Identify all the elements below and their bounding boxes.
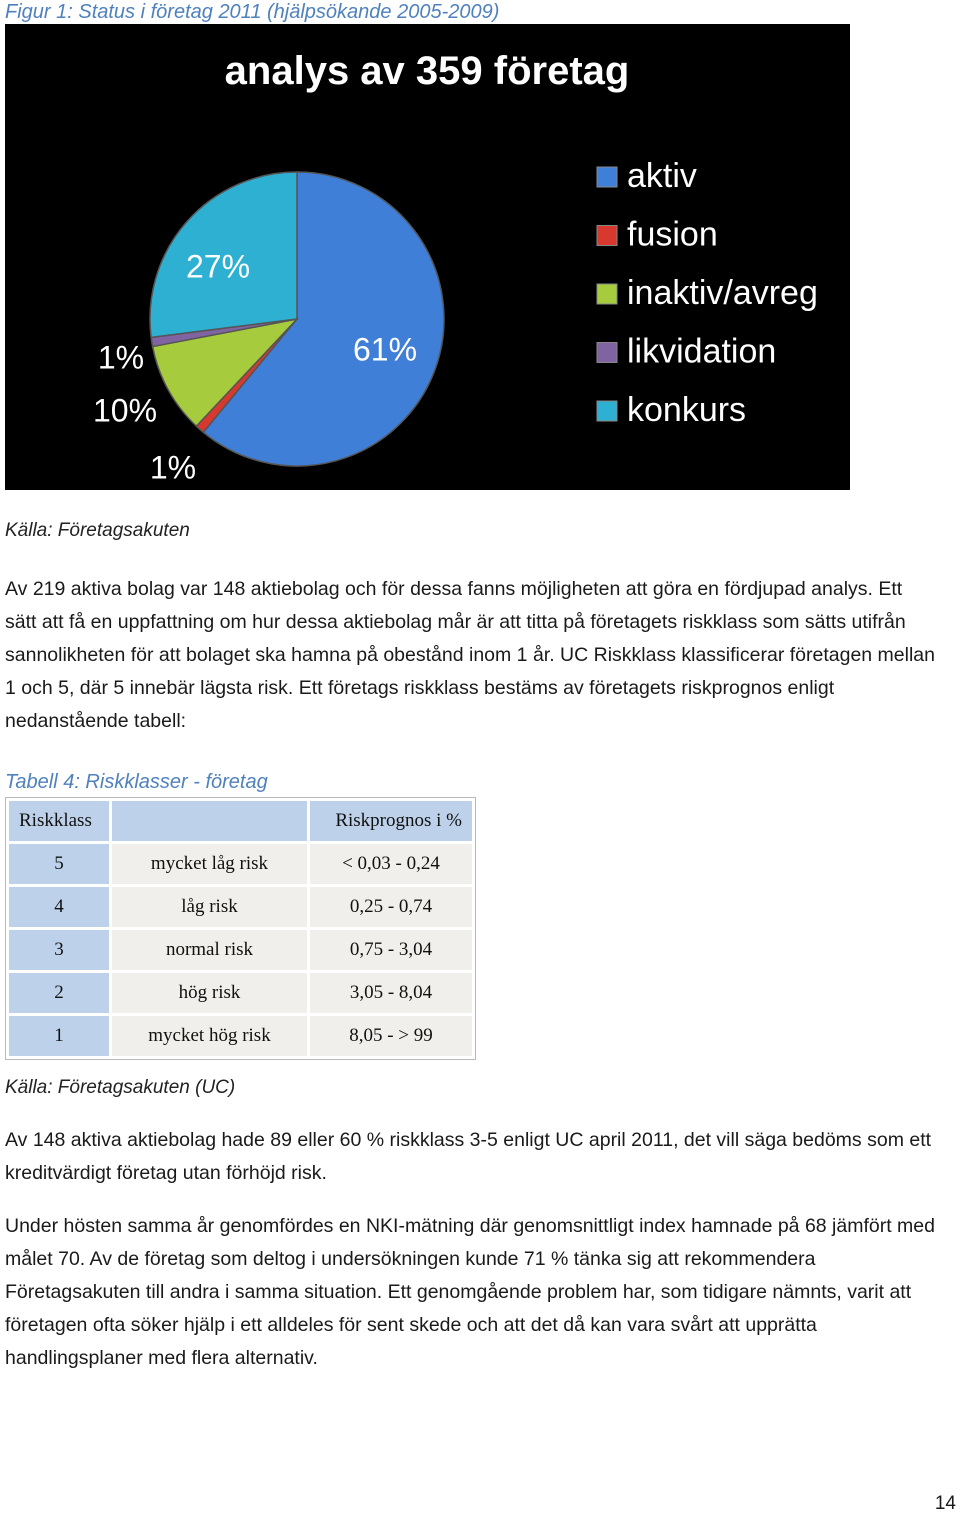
legend-label-konkurs: konkurs (627, 390, 747, 429)
figure-caption: Figur 1: Status i företag 2011 (hjälpsökande 2005-2009) (5, 1, 500, 23)
risk-description-cell: normal risk (112, 930, 307, 970)
data-label-inaktiv-avreg: 10% (92, 392, 158, 429)
legend-label-likvidation: likvidation (627, 332, 777, 371)
data-label-konkurs: 27% (185, 248, 251, 285)
risk-class-table (5, 797, 476, 1060)
page-number: 14 (934, 1493, 956, 1514)
risk-description-cell: hög risk (112, 973, 307, 1013)
paragraph-1: Av 219 aktiva bolag var 148 aktiebolag och för dessa fanns möjligheten att göra en fördjupad analys. Ett sätt att få en uppfattning om hur dessa aktiebolag mår är att titta på företagets riskklass som sätts utifrån sannolikheten för att bolaget ska hamna på obestånd inom 1 år. UC Riskklass klassificerar företagen mellan 1 och 5, där 5 innebär lägsta risk. Ett företags riskklass bestäms av företagets riskprognos enligt nedanstående tabell: (5, 578, 935, 732)
risk-description-cell: låg risk (112, 887, 307, 927)
legend-label-fusion: fusion (627, 215, 718, 254)
legend-label-inaktiv-avreg: inaktiv/avreg (627, 273, 818, 312)
table-source: Källa: Företagsakuten (UC) (5, 1077, 236, 1098)
legend-swatch-konkurs (597, 401, 617, 421)
chart-title: analys av 359 företag (224, 49, 630, 93)
data-label-aktiv: 61% (352, 331, 418, 368)
pie-chart (5, 24, 850, 490)
legend-swatch-aktiv (597, 167, 617, 187)
table-caption: Tabell 4: Riskklasser - företag (5, 771, 268, 793)
risk-prognosis-cell: 8,05 - > 99 (310, 1016, 472, 1056)
table-header-row (9, 801, 472, 841)
risk-prognosis-cell: < 0,03 - 0,24 (310, 844, 472, 884)
data-label-fusion: 1% (149, 449, 197, 486)
header-riskprognos: Riskprognos i % (310, 801, 472, 841)
legend-swatch-likvidation (597, 343, 617, 363)
table-row (9, 1016, 472, 1056)
risk-class-cell: 3 (9, 930, 109, 970)
figure-source: Källa: Företagsakuten (5, 520, 190, 541)
risk-prognosis-cell: 0,75 - 3,04 (310, 930, 472, 970)
risk-description-cell: mycket hög risk (112, 1016, 307, 1056)
pie-slices (150, 172, 444, 466)
legend-swatch-inaktiv-avreg (597, 284, 617, 304)
risk-prognosis-cell: 3,05 - 8,04 (310, 973, 472, 1013)
risk-description-cell: mycket låg risk (112, 844, 307, 884)
paragraph-3: Under hösten samma år genomfördes en NKI-mätning där genomsnittligt index hamnade på 68 jämfört med målet 70. Av de företag som deltog i undersökningen kunde 71 % tänka sig att rekommendera Företagsakuten till andra i samma situation. Ett genomgående problem har, som tidigare nämnts, varit att företagen ofta söker hjälp i ett alldeles för sent skede och att det då kan vara svårt att upprätta handlingsplaner med flera alternativ. (5, 1215, 935, 1369)
table-row (9, 844, 472, 884)
legend-label-aktiv: aktiv (627, 156, 697, 195)
table-row (9, 930, 472, 970)
risk-class-cell: 1 (9, 1016, 109, 1056)
table-row (9, 973, 472, 1013)
header-riskklass: Riskklass (9, 801, 109, 841)
paragraph-2: Av 148 aktiva aktiebolag hade 89 eller 60 % riskklass 3-5 enligt UC april 2011, det vill säga bedöms som ett kreditvärdigt företag utan förhöjd risk. (5, 1129, 932, 1184)
pie-chart-svg (5, 24, 850, 490)
risk-prognosis-cell: 0,25 - 0,74 (310, 887, 472, 927)
risk-class-cell: 5 (9, 844, 109, 884)
risk-class-cell: 2 (9, 973, 109, 1013)
data-label-likvidation: 1% (97, 339, 145, 376)
chart-legend (597, 157, 818, 429)
header-description (112, 801, 307, 841)
table-row (9, 887, 472, 927)
risk-class-cell: 4 (9, 887, 109, 927)
legend-swatch-fusion (597, 226, 617, 246)
